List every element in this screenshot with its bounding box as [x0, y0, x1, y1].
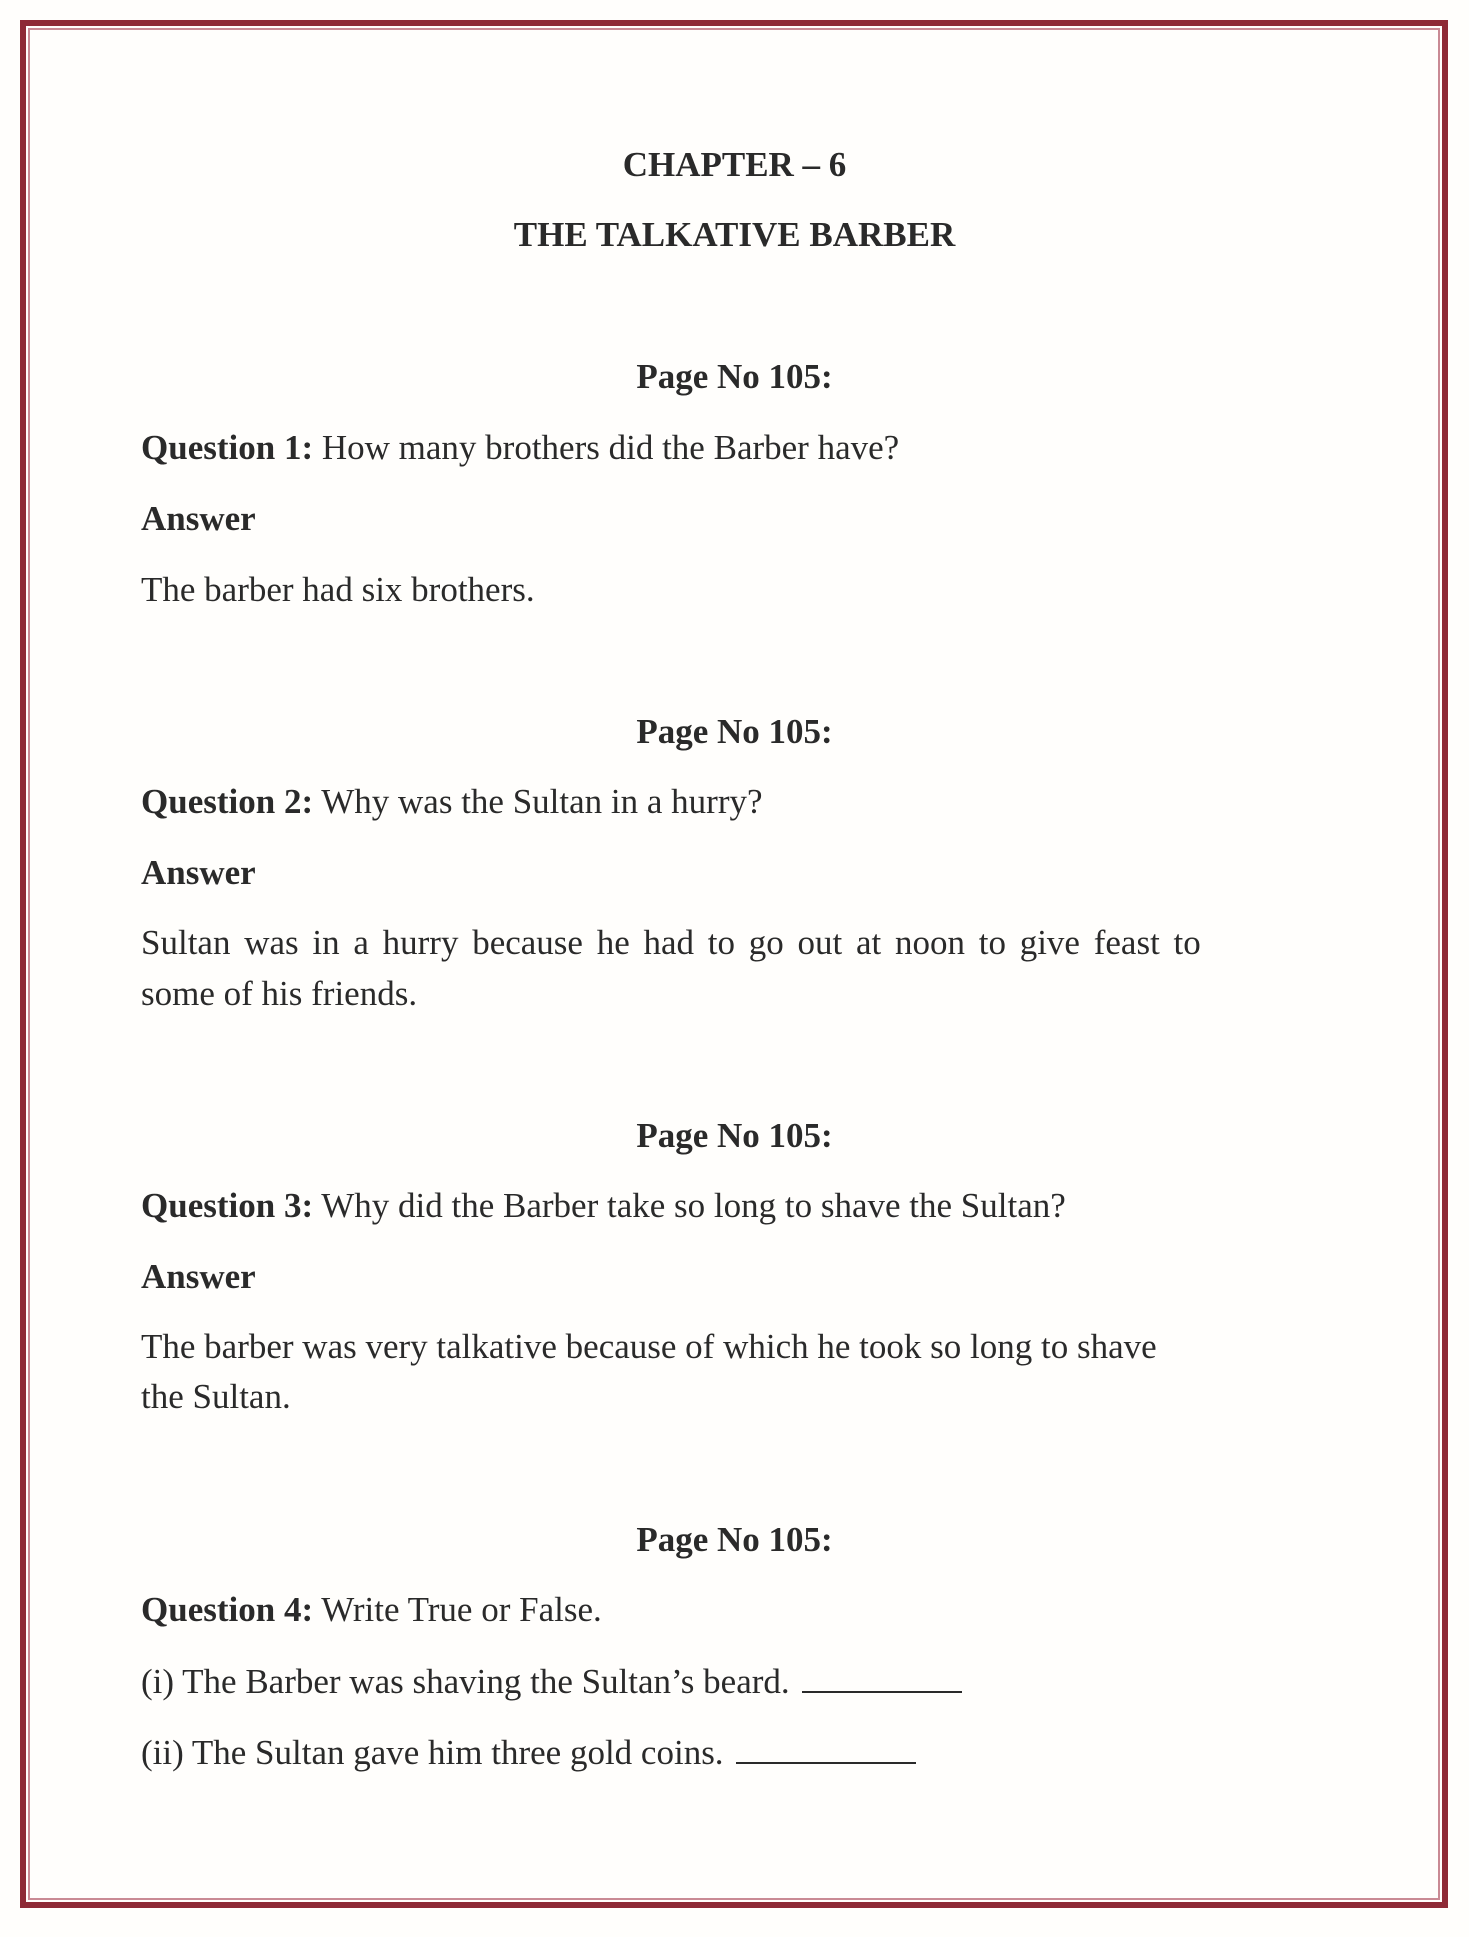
chapter-heading: CHAPTER – 6	[622, 145, 847, 184]
answer-blank[interactable]	[802, 1661, 962, 1693]
question-text: Why was the Sultan in a hurry?	[321, 782, 763, 821]
answer-text: Sultan was in a hurry because he had to go out at noon to give feast to	[141, 923, 1201, 962]
question-label: Question 1:	[141, 428, 314, 467]
question-1	[141, 428, 1331, 468]
question-text: Why did the Barber take so long to shave the Sultan?	[321, 1186, 1066, 1225]
question-text: How many brothers did the Barber have?	[321, 428, 900, 467]
page-reference: Page No 105:	[636, 1116, 833, 1155]
answer-text: The barber had six brothers.	[141, 570, 535, 609]
question-3	[141, 1186, 1331, 1226]
question-label: Question 4:	[141, 1590, 314, 1629]
chapter-title: THE TALKATIVE BARBER	[513, 215, 956, 254]
page-reference: Page No 105:	[636, 1520, 833, 1559]
item-text: (ii) The Sultan gave him three gold coins.	[141, 1733, 724, 1772]
question-4	[141, 1590, 1331, 1630]
question-2	[141, 782, 1331, 822]
true-false-item	[141, 1732, 1331, 1773]
answer-text: The barber was very talkative because of which he took so long to shave	[141, 1327, 1157, 1366]
question-label: Question 3:	[141, 1186, 314, 1225]
item-text: (i) The Barber was shaving the Sultan’s beard.	[141, 1662, 790, 1701]
answer-blank[interactable]	[736, 1732, 916, 1764]
answer-label: Answer	[141, 853, 256, 892]
answer-label: Answer	[141, 1257, 256, 1296]
true-false-item	[141, 1661, 1331, 1702]
answer-text: some of his friends.	[141, 974, 418, 1013]
answer-label: Answer	[141, 499, 256, 538]
question-text: Write True or False.	[321, 1590, 602, 1629]
page-reference: Page No 105:	[636, 357, 833, 396]
answer-text: the Sultan.	[141, 1377, 291, 1416]
question-label: Question 2:	[141, 782, 314, 821]
page-reference: Page No 105:	[636, 712, 833, 751]
